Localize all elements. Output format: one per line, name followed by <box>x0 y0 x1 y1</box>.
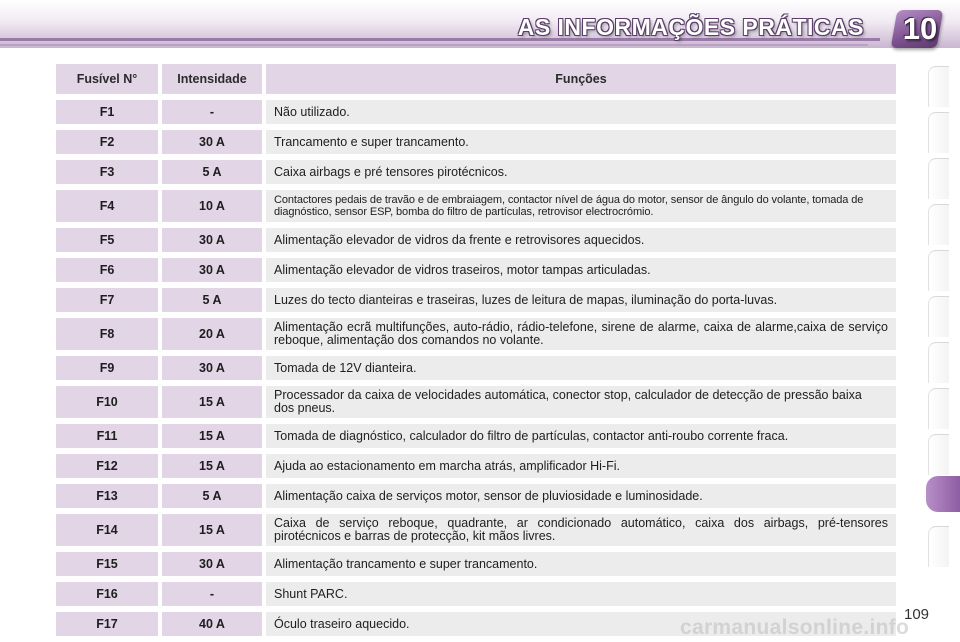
table-row <box>56 424 896 448</box>
fuse-function: Não utilizado. <box>266 100 896 124</box>
fuse-function: Alimentação caixa de serviços motor, sensor de pluviosidade e luminosidade. <box>266 484 896 508</box>
fuse-function: Luzes do tecto dianteiras e traseiras, luzes de leitura de mapas, iluminação do porta-luvas. <box>266 288 896 312</box>
table-row <box>56 318 896 350</box>
fuse-number: F15 <box>56 552 158 576</box>
fuse-intensity: 15 A <box>162 424 262 448</box>
table-row <box>56 514 896 546</box>
fuse-number: F8 <box>56 318 158 350</box>
fuse-number: F1 <box>56 100 158 124</box>
fuse-number: F16 <box>56 582 158 606</box>
table-row <box>56 582 896 606</box>
fuse-function: Tomada de diagnóstico, calculador do filtro de partículas, contactor anti-roubo corrente fraca. <box>266 424 896 448</box>
fuse-number: F3 <box>56 160 158 184</box>
table-row <box>56 454 896 478</box>
fuse-number: F12 <box>56 454 158 478</box>
chapter-tab[interactable] <box>928 434 949 475</box>
fuse-function: Alimentação ecrã multifunções, auto-rádio, rádio-telefone, sirene de alarme, caixa de alarme,caixa de serviço reboque, alimentação dos comandos no volante. <box>266 318 896 350</box>
fuse-function: Alimentação elevador de vidros da frente e retrovisores aquecidos. <box>266 228 896 252</box>
chapter-tab[interactable] <box>928 342 949 383</box>
chapter-tab-active[interactable] <box>926 476 960 512</box>
column-header-functions: Funções <box>266 64 896 94</box>
table-row <box>56 552 896 576</box>
chapter-tab[interactable] <box>928 112 949 153</box>
table-row <box>56 100 896 124</box>
fuse-function: Caixa de serviço reboque, quadrante, ar condicionado automático, caixa dos airbags, pré-tensores pirotécnicos e barras de protecção, kit mãos livres. <box>266 514 896 546</box>
fuse-number: F2 <box>56 130 158 154</box>
chapter-tab[interactable] <box>928 296 949 337</box>
fuse-function: Shunt PARC. <box>266 582 896 606</box>
fuse-number: F7 <box>56 288 158 312</box>
chapter-tab[interactable] <box>928 250 949 291</box>
chapter-tab[interactable] <box>928 388 949 429</box>
chapter-tab[interactable] <box>928 526 949 567</box>
table-row <box>56 160 896 184</box>
column-header-fuse: Fusível N° <box>56 64 158 94</box>
fuse-intensity: - <box>162 582 262 606</box>
fuse-intensity: 5 A <box>162 484 262 508</box>
fuse-number: F4 <box>56 190 158 222</box>
fuse-number: F14 <box>56 514 158 546</box>
fuse-function: Óculo traseiro aquecido. <box>266 612 896 636</box>
table-row <box>56 288 896 312</box>
fuse-intensity: 40 A <box>162 612 262 636</box>
fuse-number: F13 <box>56 484 158 508</box>
fuse-function: Trancamento e super trancamento. <box>266 130 896 154</box>
fuse-intensity: 30 A <box>162 552 262 576</box>
chapter-tabs <box>928 66 960 576</box>
chapter-tab[interactable] <box>928 66 949 107</box>
fuse-number: F11 <box>56 424 158 448</box>
fuse-intensity: 30 A <box>162 228 262 252</box>
fuse-intensity: 30 A <box>162 356 262 380</box>
fuse-intensity: 5 A <box>162 160 262 184</box>
fuse-intensity: 30 A <box>162 258 262 282</box>
fuse-function: Caixa airbags e pré tensores pirotécnicos. <box>266 160 896 184</box>
table-row <box>56 484 896 508</box>
page-header <box>0 0 960 48</box>
table-row <box>56 130 896 154</box>
table-header-row <box>56 64 896 94</box>
fuse-function: Contactores pedais de travão e de embraiagem, contactor nível de água do motor, sensor de ângulo do volante, tomada de diagnóstico, sensor ESP, bomba do filtro de partículas, retrovisor electrocrómio. <box>266 190 896 222</box>
table-row <box>56 386 896 418</box>
chapter-number: 10 <box>902 11 938 46</box>
fuse-intensity: 30 A <box>162 130 262 154</box>
page-title: AS INFORMAÇÕES PRÁTICAS <box>517 14 864 40</box>
fuse-number: F10 <box>56 386 158 418</box>
fuse-table <box>52 58 900 642</box>
fuse-intensity: 20 A <box>162 318 262 350</box>
watermark: carmanualsonline.info <box>680 616 910 639</box>
page-number: 109 <box>904 606 930 623</box>
header-rule-bottom <box>0 44 868 46</box>
fuse-function: Alimentação trancamento e super trancamento. <box>266 552 896 576</box>
fuse-function: Processador da caixa de velocidades automática, conector stop, calculador de detecção de pressão baixa dos pneus. <box>266 386 896 418</box>
table-row <box>56 190 896 222</box>
chapter-tab[interactable] <box>928 158 949 199</box>
column-header-intensity: Intensidade <box>162 64 262 94</box>
fuse-number: F17 <box>56 612 158 636</box>
fuse-function: Alimentação elevador de vidros traseiros, motor tampas articuladas. <box>266 258 896 282</box>
chapter-tab[interactable] <box>928 204 949 245</box>
table-row <box>56 356 896 380</box>
fuse-intensity: 5 A <box>162 288 262 312</box>
table-row <box>56 258 896 282</box>
fuse-number: F5 <box>56 228 158 252</box>
fuse-intensity: - <box>162 100 262 124</box>
fuse-number: F9 <box>56 356 158 380</box>
fuse-intensity: 10 A <box>162 190 262 222</box>
fuse-intensity: 15 A <box>162 454 262 478</box>
fuse-intensity: 15 A <box>162 514 262 546</box>
fuse-number: F6 <box>56 258 158 282</box>
fuse-intensity: 15 A <box>162 386 262 418</box>
fuse-function: Ajuda ao estacionamento em marcha atrás, amplificador Hi-Fi. <box>266 454 896 478</box>
fuse-function: Tomada de 12V dianteira. <box>266 356 896 380</box>
table-row <box>56 228 896 252</box>
